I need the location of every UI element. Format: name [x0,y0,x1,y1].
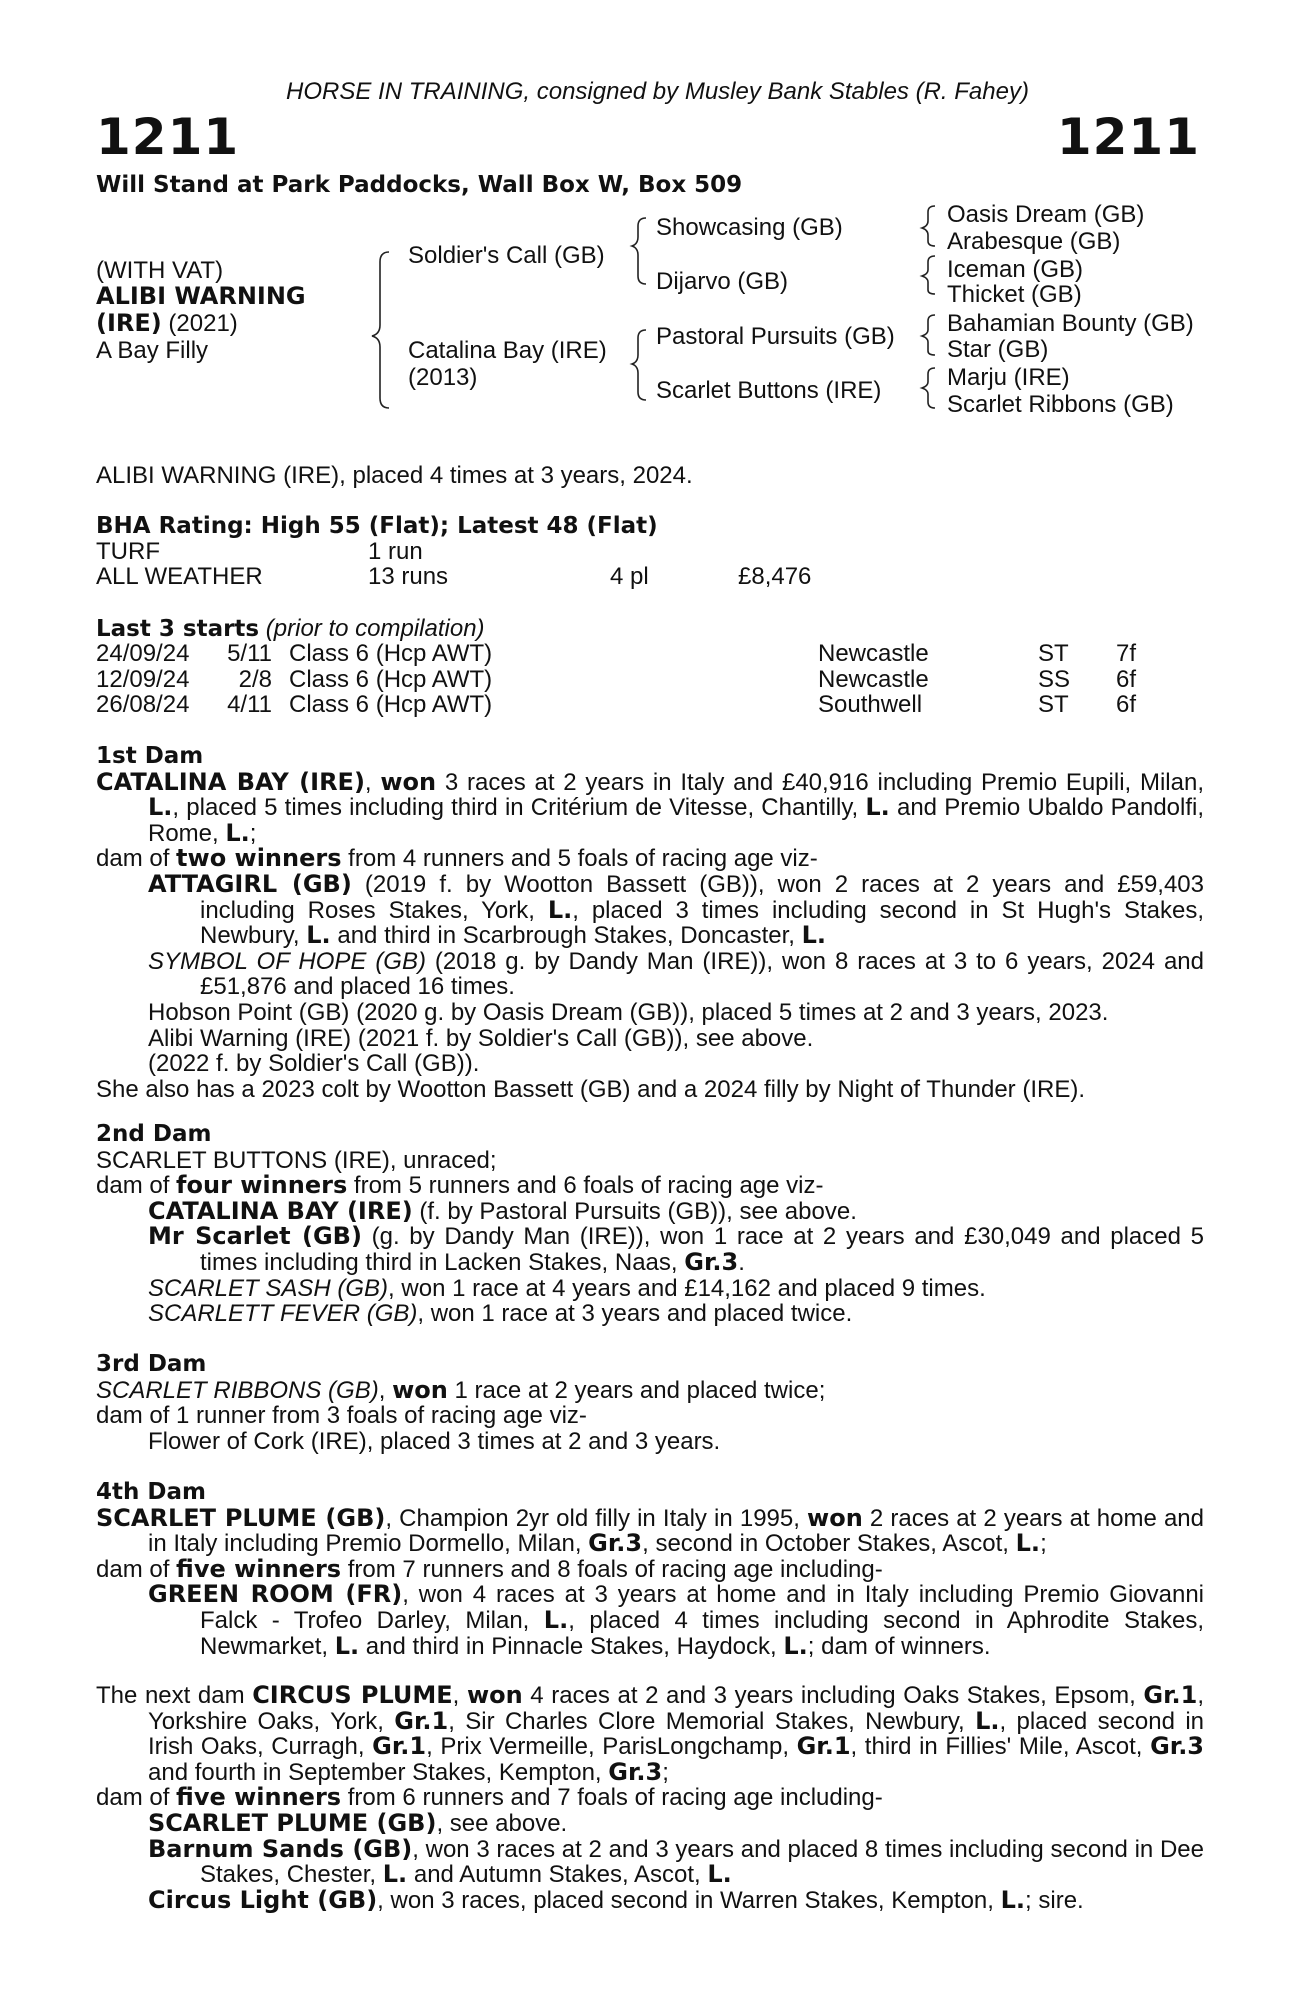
progeny-entry: CATALINA BAY (IRE) (f. by Pastoral Pursuits (GB)), see above. [148,1196,857,1225]
rating-placed: 4 pl [610,563,649,590]
last-starts-note: (prior to compilation) [265,615,485,642]
progeny-entry: ATTAGIRL (GB) (2019 f. by Wootton Bassett (GB)), won 2 races at 2 years and £59,403 including Roses Stakes, York, L., placed 3 times including second in St Hugh's Stakes, Newbury, L. and third in Scarbrough Stakes, Doncaster, L. [148,869,1205,950]
second-dam-record: SCARLET BUTTONS (IRE), unraced; [96,1146,497,1174]
progeny-entry: Alibi Warning (IRE) (2021 f. by Soldier's Call (GB)), see above. [148,1024,814,1052]
second-dam-heading: 2nd Dam [96,1121,212,1147]
start-class: Class 6 (Hcp AWT) [289,665,493,693]
start-distance: 6f [1116,665,1137,693]
next-dam-record: The next dam CIRCUS PLUME, won 4 races at 2 and 3 years including Oaks Stakes, Epsom, Gr.1, Yorkshire Oaks, York, Gr.1, Sir Charles Clore Memorial Stakes, Newbury, L., placed second in Irish Oaks, Curragh, Gr.1, Prix Vermeille, ParisLongchamp, Gr.1, third in Fillies' Mile, Ascot, Gr.3 and fourth in September Stakes, Kempton, Gr.3; [96,1681,1205,1786]
third-dam-produce-summary: dam of 1 runner from 3 foals of racing age viz- [96,1402,587,1430]
brace-g3 [922,315,935,355]
start-going: ST [1038,691,1069,719]
rating-surface: TURF [96,538,160,565]
start-position: 4/11 [227,691,272,719]
progeny-entry: (2022 f. by Soldier's Call (GB)). [148,1050,480,1078]
first-dam-record: CATALINA BAY (IRE), won 3 races at 2 years in Italy and £40,916 including Premio Eupili, Milan, L., placed 5 times including third in Critérium de Vitesse, Chantilly, L. and Premio Ubaldo Pandolfi, Rome, L.; [96,767,1205,847]
stand-location: Will Stand at Park Paddocks, Wall Box W, Box 509 [96,172,743,198]
third-dam-record: SCARLET RIBBONS (GB), won 1 race at 2 years and placed twice; [96,1375,826,1404]
start-date: 26/08/24 [96,691,190,719]
sire: Soldier's Call (GB) [408,242,605,269]
horse-name: SYMBOL OF HOPE (GB) [148,947,426,975]
sire-sire: Showcasing (GB) [656,214,843,241]
last-starts-label: Last 3 starts [96,616,260,642]
horse-description: A Bay Filly [96,337,209,364]
rating-runs: 13 runs [368,563,449,590]
brace-dam [632,330,646,400]
rating-prize: £8,476 [738,563,812,590]
horse-name: CIRCUS PLUME [252,1681,453,1709]
next-dam-section [96,1683,1204,1913]
lot-number-left: 1211 [96,108,240,166]
horse-name: SCARLET PLUME (GB) [96,1503,386,1532]
progeny-entry: Barnum Sands (GB), won 3 races at 2 and 3 years and placed 8 times including second in Dee Stakes, Chester, L. and Autumn Stakes, Ascot, L. [148,1834,1204,1889]
third-dam-section [96,1352,1204,1454]
g3-2: Arabesque (GB) [947,228,1121,255]
g3-4: Thicket (GB) [947,281,1082,308]
dam-dam: Scarlet Buttons (IRE) [656,377,882,404]
last-starts-title [96,616,485,643]
lot-number-right: 1211 [1056,108,1200,166]
dam-sire: Pastoral Pursuits (GB) [656,323,895,350]
start-class: Class 6 (Hcp AWT) [289,691,493,719]
first-dam-section [96,744,1204,1102]
brace-g1 [922,206,935,246]
horse-name: SCARLET SASH (GB) [148,1274,389,1302]
second-dam-section [96,1122,1204,1327]
second-dam-produce-summary: dam of four winners from 5 runners and 6 foals of racing age viz- [96,1171,824,1200]
progeny-entry: Mr Scarlet (GB) (g. by Dandy Man (IRE)), won 1 race at 2 years and £30,049 and placed 5 times including third in Lacken Stakes, Naas, Gr.3. [148,1222,1204,1276]
last-starts-table [96,641,1196,721]
horse-name: ALIBI WARNING [96,282,306,310]
start-course: Southwell [818,691,923,719]
start-date: 12/09/24 [96,665,190,693]
horse-year: (2021) [168,310,238,337]
start-distance: 6f [1116,691,1137,719]
consignor-line: HORSE IN TRAINING, consigned by Musley Bank Stables (R. Fahey) [286,78,1029,105]
fourth-dam-record: SCARLET PLUME (GB), Champion 2yr old filly in Italy in 1995, won 2 races at 2 years at home and in Italy including Premio Dormello, Milan, Gr.3, second in October Stakes, Ascot, L.; [96,1503,1204,1558]
progeny-entry: SCARLET PLUME (GB), see above. [148,1808,568,1837]
start-course: Newcastle [818,640,929,667]
first-dam-note: She also has a 2023 colt by Wootton Bassett (GB) and a 2024 filly by Night of Thunder (IRE). [96,1075,1085,1103]
progeny-entry: GREEN ROOM (FR), won 4 races at 3 years at home and in Italy including Premio Giovanni Falck - Trofeo Darley, Milan, L., placed 4 times including second in Aphrodite Stakes, Newmarket, L. and third in Pinnacle Stakes, Haydock, L.; dam of winners. [148,1580,1205,1660]
horse-name: SCARLETT FEVER (GB) [148,1300,418,1328]
horse-name: Mr Scarlet (GB) [148,1222,362,1251]
rating-title: BHA Rating: High 55 (Flat); Latest 48 (Flat) [96,513,658,539]
progeny-entry: SCARLET SASH (GB), won 1 race at 4 years and £14,162 and placed 9 times. [148,1274,986,1302]
horse-country: (IRE) [96,309,162,337]
horse-name: Barnum Sands (GB) [148,1834,413,1863]
brace-sire [632,218,646,284]
g3-3: Iceman (GB) [947,256,1084,283]
rating-table [96,539,996,591]
dam-year: (2013) [408,364,478,391]
first-dam-produce-summary: dam of two winners from 4 runners and 5 foals of racing age viz- [96,844,818,873]
progeny-entry: Hobson Point (GB) (2020 g. by Oasis Dream (GB)), placed 5 times at 2 and 3 years, 2023. [148,998,1109,1026]
horse-name: CATALINA BAY (IRE) [96,767,365,796]
start-position: 2/8 [238,665,272,693]
start-position: 5/11 [227,640,272,667]
g3-5: Bahamian Bounty (GB) [947,310,1194,337]
brace-main [372,252,389,408]
g3-7: Marju (IRE) [947,364,1070,391]
brace-g4 [922,368,935,408]
dam: Catalina Bay (IRE) [408,337,607,364]
fourth-dam-heading: 4th Dam [96,1479,206,1505]
brace-g2 [922,256,935,294]
progeny-entry: SYMBOL OF HOPE (GB) (2018 g. by Dandy Man (IRE)), won 8 races at 3 to 6 years, 2024 and £51,876 and placed 16 times. [148,947,1205,1001]
horse-name: SCARLET RIBBONS (GB) [96,1376,379,1404]
g3-1: Oasis Dream (GB) [947,201,1145,228]
start-class: Class 6 (Hcp AWT) [289,640,493,667]
progeny-entry: Flower of Cork (IRE), placed 3 times at 2 and 3 years. [148,1427,721,1455]
first-dam-heading: 1st Dam [96,743,204,769]
progeny-entry: Circus Light (GB), won 3 races, placed second in Warren Stakes, Kempton, L.; sire. [148,1885,1084,1914]
start-date: 24/09/24 [96,640,190,667]
third-dam-heading: 3rd Dam [96,1351,207,1377]
progeny-entry: SCARLETT FEVER (GB), won 1 race at 3 years and placed twice. [148,1300,853,1328]
start-course: Newcastle [818,665,929,693]
horse-name: ATTAGIRL (GB) [148,869,352,898]
next-dam-produce-summary: dam of five winners from 6 runners and 7 foals of racing age including- [96,1783,883,1812]
horse-name: CATALINA BAY (IRE) [148,1196,413,1225]
horse-name: SCARLET PLUME (GB) [148,1808,437,1837]
start-distance: 7f [1116,640,1137,667]
g3-6: Star (GB) [947,336,1049,363]
fourth-dam-produce-summary: dam of five winners from 7 runners and 8 foals of racing age including- [96,1554,883,1583]
start-going: ST [1038,640,1069,667]
g3-8: Scarlet Ribbons (GB) [947,391,1174,418]
start-going: SS [1038,665,1071,693]
rating-runs: 1 run [368,538,423,565]
sire-dam: Dijarvo (GB) [656,268,789,295]
rating-surface: ALL WEATHER [96,563,263,590]
horse-name: GREEN ROOM (FR) [148,1580,403,1609]
fourth-dam-section [96,1480,1204,1659]
vat-note: (WITH VAT) [96,257,224,284]
summary: ALIBI WARNING (IRE), placed 4 times at 3 years, 2024. [96,462,693,489]
horse-name: Circus Light (GB) [148,1885,378,1914]
